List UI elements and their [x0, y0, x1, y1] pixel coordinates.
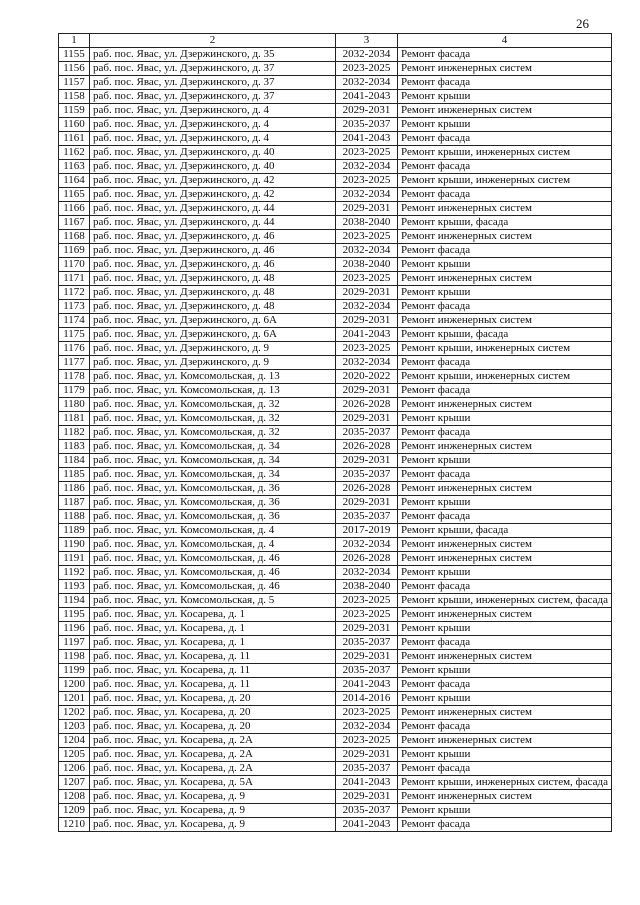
period-cell: 2014-2016 — [336, 692, 398, 706]
work-type-cell: Ремонт крыши — [398, 692, 612, 706]
address-cell: раб. пос. Явас, ул. Комсомольская, д. 36 — [90, 496, 336, 510]
table-row — [59, 608, 612, 622]
period-cell: 2023-2025 — [336, 230, 398, 244]
table-row — [59, 622, 612, 636]
table-row — [59, 342, 612, 356]
table-row — [59, 328, 612, 342]
table-row — [59, 426, 612, 440]
table-row — [59, 300, 612, 314]
work-type-cell: Ремонт крыши, фасада — [398, 328, 612, 342]
address-cell: раб. пос. Явас, ул. Косарева, д. 1 — [90, 622, 336, 636]
row-number-cell: 1181 — [59, 412, 90, 426]
table-row — [59, 272, 612, 286]
table-row — [59, 370, 612, 384]
table-row — [59, 286, 612, 300]
address-cell: раб. пос. Явас, ул. Дзержинского, д. 37 — [90, 62, 336, 76]
address-cell: раб. пос. Явас, ул. Дзержинского, д. 40 — [90, 146, 336, 160]
period-cell: 2029-2031 — [336, 384, 398, 398]
period-cell: 2029-2031 — [336, 412, 398, 426]
table-row — [59, 580, 612, 594]
period-cell: 2029-2031 — [336, 286, 398, 300]
period-cell: 2032-2034 — [336, 188, 398, 202]
period-cell: 2020-2022 — [336, 370, 398, 384]
address-cell: раб. пос. Явас, ул. Комсомольская, д. 4 — [90, 524, 336, 538]
address-cell: раб. пос. Явас, ул. Комсомольская, д. 13 — [90, 370, 336, 384]
work-type-cell: Ремонт фасада — [398, 76, 612, 90]
table-row — [59, 412, 612, 426]
table-row — [59, 664, 612, 678]
row-number-cell: 1170 — [59, 258, 90, 272]
period-cell: 2029-2031 — [336, 454, 398, 468]
period-cell: 2023-2025 — [336, 706, 398, 720]
address-cell: раб. пос. Явас, ул. Дзержинского, д. 46 — [90, 230, 336, 244]
address-cell: раб. пос. Явас, ул. Комсомольская, д. 13 — [90, 384, 336, 398]
work-type-cell: Ремонт инженерных систем — [398, 538, 612, 552]
row-number-cell: 1202 — [59, 706, 90, 720]
work-type-cell: Ремонт фасада — [398, 244, 612, 258]
work-type-cell: Ремонт фасада — [398, 160, 612, 174]
header-col-2: 2 — [90, 34, 336, 48]
row-number-cell: 1187 — [59, 496, 90, 510]
address-cell: раб. пос. Явас, ул. Комсомольская, д. 46 — [90, 552, 336, 566]
period-cell: 2023-2025 — [336, 594, 398, 608]
row-number-cell: 1161 — [59, 132, 90, 146]
table-row — [59, 118, 612, 132]
work-type-cell: Ремонт инженерных систем — [398, 202, 612, 216]
address-cell: раб. пос. Явас, ул. Дзержинского, д. 9 — [90, 342, 336, 356]
work-type-cell: Ремонт крыши — [398, 664, 612, 678]
table-row — [59, 104, 612, 118]
period-cell: 2029-2031 — [336, 790, 398, 804]
period-cell: 2023-2025 — [336, 342, 398, 356]
row-number-cell: 1158 — [59, 90, 90, 104]
work-type-cell: Ремонт инженерных систем — [398, 104, 612, 118]
work-type-cell: Ремонт крыши, фасада — [398, 216, 612, 230]
row-number-cell: 1178 — [59, 370, 90, 384]
table-row — [59, 720, 612, 734]
work-type-cell: Ремонт инженерных систем — [398, 734, 612, 748]
header-col-1: 1 — [59, 34, 90, 48]
period-cell: 2038-2040 — [336, 580, 398, 594]
table-row — [59, 650, 612, 664]
address-cell: раб. пос. Явас, ул. Дзержинского, д. 6А — [90, 328, 336, 342]
work-type-cell: Ремонт инженерных систем — [398, 482, 612, 496]
period-cell: 2026-2028 — [336, 440, 398, 454]
work-type-cell: Ремонт крыши, фасада — [398, 524, 612, 538]
address-cell: раб. пос. Явас, ул. Косарева, д. 9 — [90, 804, 336, 818]
address-cell: раб. пос. Явас, ул. Дзержинского, д. 48 — [90, 272, 336, 286]
address-cell: раб. пос. Явас, ул. Комсомольская, д. 32 — [90, 412, 336, 426]
address-cell: раб. пос. Явас, ул. Дзержинского, д. 40 — [90, 160, 336, 174]
row-number-cell: 1192 — [59, 566, 90, 580]
table-row — [59, 818, 612, 832]
row-number-cell: 1195 — [59, 608, 90, 622]
work-type-cell: Ремонт фасада — [398, 580, 612, 594]
address-cell: раб. пос. Явас, ул. Комсомольская, д. 34 — [90, 468, 336, 482]
address-cell: раб. пос. Явас, ул. Дзержинского, д. 46 — [90, 258, 336, 272]
period-cell: 2029-2031 — [336, 622, 398, 636]
row-number-cell: 1205 — [59, 748, 90, 762]
work-type-cell: Ремонт инженерных систем — [398, 790, 612, 804]
work-type-cell: Ремонт крыши — [398, 90, 612, 104]
table-row — [59, 258, 612, 272]
row-number-cell: 1186 — [59, 482, 90, 496]
row-number-cell: 1169 — [59, 244, 90, 258]
period-cell: 2035-2037 — [336, 762, 398, 776]
row-number-cell: 1163 — [59, 160, 90, 174]
period-cell: 2038-2040 — [336, 258, 398, 272]
table-row — [59, 146, 612, 160]
work-type-cell: Ремонт крыши — [398, 566, 612, 580]
period-cell: 2041-2043 — [336, 776, 398, 790]
work-type-cell: Ремонт фасада — [398, 468, 612, 482]
row-number-cell: 1185 — [59, 468, 90, 482]
work-type-cell: Ремонт крыши — [398, 496, 612, 510]
row-number-cell: 1166 — [59, 202, 90, 216]
table-row — [59, 790, 612, 804]
work-type-cell: Ремонт крыши — [398, 454, 612, 468]
table-row — [59, 244, 612, 258]
address-cell: раб. пос. Явас, ул. Дзержинского, д. 46 — [90, 244, 336, 258]
row-number-cell: 1157 — [59, 76, 90, 90]
table-row — [59, 748, 612, 762]
address-cell: раб. пос. Явас, ул. Комсомольская, д. 5 — [90, 594, 336, 608]
work-type-cell: Ремонт крыши — [398, 258, 612, 272]
row-number-cell: 1198 — [59, 650, 90, 664]
work-type-cell: Ремонт инженерных систем — [398, 272, 612, 286]
work-type-cell: Ремонт крыши — [398, 118, 612, 132]
address-cell: раб. пос. Явас, ул. Дзержинского, д. 42 — [90, 188, 336, 202]
table-row — [59, 468, 612, 482]
period-cell: 2032-2034 — [336, 720, 398, 734]
row-number-cell: 1168 — [59, 230, 90, 244]
row-number-cell: 1203 — [59, 720, 90, 734]
period-cell: 2029-2031 — [336, 650, 398, 664]
table-row — [59, 566, 612, 580]
table-row — [59, 314, 612, 328]
row-number-cell: 1167 — [59, 216, 90, 230]
address-cell: раб. пос. Явас, ул. Косарева, д. 2А — [90, 748, 336, 762]
table-row — [59, 160, 612, 174]
work-type-cell: Ремонт фасада — [398, 762, 612, 776]
row-number-cell: 1180 — [59, 398, 90, 412]
table-row — [59, 188, 612, 202]
row-number-cell: 1204 — [59, 734, 90, 748]
work-type-cell: Ремонт инженерных систем — [398, 552, 612, 566]
row-number-cell: 1179 — [59, 384, 90, 398]
row-number-cell: 1165 — [59, 188, 90, 202]
table-row — [59, 538, 612, 552]
period-cell: 2032-2034 — [336, 48, 398, 62]
row-number-cell: 1184 — [59, 454, 90, 468]
address-cell: раб. пос. Явас, ул. Комсомольская, д. 46 — [90, 580, 336, 594]
period-cell: 2032-2034 — [336, 538, 398, 552]
row-number-cell: 1200 — [59, 678, 90, 692]
table-row — [59, 706, 612, 720]
table-row — [59, 678, 612, 692]
address-cell: раб. пос. Явас, ул. Косарева, д. 2А — [90, 762, 336, 776]
row-number-cell: 1162 — [59, 146, 90, 160]
row-number-cell: 1156 — [59, 62, 90, 76]
table-row — [59, 482, 612, 496]
period-cell: 2041-2043 — [336, 678, 398, 692]
address-cell: раб. пос. Явас, ул. Комсомольская, д. 32 — [90, 398, 336, 412]
work-type-cell: Ремонт крыши — [398, 622, 612, 636]
table-row — [59, 692, 612, 706]
table-row — [59, 398, 612, 412]
table-row — [59, 90, 612, 104]
address-cell: раб. пос. Явас, ул. Комсомольская, д. 4 — [90, 538, 336, 552]
period-cell: 2032-2034 — [336, 356, 398, 370]
address-cell: раб. пос. Явас, ул. Косарева, д. 20 — [90, 720, 336, 734]
address-cell: раб. пос. Явас, ул. Косарева, д. 20 — [90, 706, 336, 720]
work-type-cell: Ремонт инженерных систем — [398, 608, 612, 622]
period-cell: 2032-2034 — [336, 76, 398, 90]
address-cell: раб. пос. Явас, ул. Комсомольская, д. 36 — [90, 482, 336, 496]
work-type-cell: Ремонт крыши, инженерных систем — [398, 146, 612, 160]
row-number-cell: 1182 — [59, 426, 90, 440]
row-number-cell: 1188 — [59, 510, 90, 524]
row-number-cell: 1201 — [59, 692, 90, 706]
table-row — [59, 174, 612, 188]
period-cell: 2041-2043 — [336, 328, 398, 342]
row-number-cell: 1206 — [59, 762, 90, 776]
period-cell: 2029-2031 — [336, 748, 398, 762]
work-type-cell: Ремонт фасада — [398, 636, 612, 650]
period-cell: 2032-2034 — [336, 300, 398, 314]
row-number-cell: 1190 — [59, 538, 90, 552]
period-cell: 2035-2037 — [336, 118, 398, 132]
table-row — [59, 48, 612, 62]
table-row — [59, 132, 612, 146]
work-type-cell: Ремонт инженерных систем — [398, 650, 612, 664]
period-cell: 2023-2025 — [336, 174, 398, 188]
work-type-cell: Ремонт фасада — [398, 356, 612, 370]
period-cell: 2038-2040 — [336, 216, 398, 230]
work-type-cell: Ремонт крыши — [398, 804, 612, 818]
row-number-cell: 1175 — [59, 328, 90, 342]
row-number-cell: 1159 — [59, 104, 90, 118]
period-cell: 2041-2043 — [336, 132, 398, 146]
row-number-cell: 1171 — [59, 272, 90, 286]
work-type-cell: Ремонт фасада — [398, 720, 612, 734]
row-number-cell: 1173 — [59, 300, 90, 314]
period-cell: 2023-2025 — [336, 272, 398, 286]
work-type-cell: Ремонт фасада — [398, 132, 612, 146]
row-number-cell: 1196 — [59, 622, 90, 636]
table-row — [59, 804, 612, 818]
address-cell: раб. пос. Явас, ул. Дзержинского, д. 37 — [90, 90, 336, 104]
row-number-cell: 1210 — [59, 818, 90, 832]
period-cell: 2035-2037 — [336, 804, 398, 818]
work-type-cell: Ремонт фасада — [398, 188, 612, 202]
table-row — [59, 230, 612, 244]
table-row — [59, 76, 612, 90]
address-cell: раб. пос. Явас, ул. Косарева, д. 5А — [90, 776, 336, 790]
table-row — [59, 524, 612, 538]
row-number-cell: 1155 — [59, 48, 90, 62]
header-col-3: 3 — [336, 34, 398, 48]
period-cell: 2035-2037 — [336, 664, 398, 678]
address-cell: раб. пос. Явас, ул. Комсомольская, д. 34 — [90, 440, 336, 454]
address-cell: раб. пос. Явас, ул. Косарева, д. 11 — [90, 678, 336, 692]
address-cell: раб. пос. Явас, ул. Дзержинского, д. 6А — [90, 314, 336, 328]
address-cell: раб. пос. Явас, ул. Дзержинского, д. 44 — [90, 202, 336, 216]
header-col-4: 4 — [398, 34, 612, 48]
table-row — [59, 454, 612, 468]
repair-schedule-table — [58, 33, 612, 832]
address-cell: раб. пос. Явас, ул. Дзержинского, д. 4 — [90, 132, 336, 146]
work-type-cell: Ремонт инженерных систем — [398, 706, 612, 720]
period-cell: 2035-2037 — [336, 426, 398, 440]
work-type-cell: Ремонт крыши, инженерных систем — [398, 174, 612, 188]
period-cell: 2029-2031 — [336, 202, 398, 216]
period-cell: 2029-2031 — [336, 496, 398, 510]
table-row — [59, 776, 612, 790]
row-number-cell: 1197 — [59, 636, 90, 650]
period-cell: 2035-2037 — [336, 636, 398, 650]
address-cell: раб. пос. Явас, ул. Косарева, д. 9 — [90, 790, 336, 804]
address-cell: раб. пос. Явас, ул. Дзержинского, д. 35 — [90, 48, 336, 62]
address-cell: раб. пос. Явас, ул. Дзержинского, д. 37 — [90, 76, 336, 90]
address-cell: раб. пос. Явас, ул. Комсомольская, д. 34 — [90, 454, 336, 468]
table-row — [59, 356, 612, 370]
row-number-cell: 1189 — [59, 524, 90, 538]
address-cell: раб. пос. Явас, ул. Косарева, д. 9 — [90, 818, 336, 832]
period-cell: 2029-2031 — [336, 104, 398, 118]
work-type-cell: Ремонт инженерных систем — [398, 398, 612, 412]
period-cell: 2032-2034 — [336, 160, 398, 174]
row-number-cell: 1207 — [59, 776, 90, 790]
address-cell: раб. пос. Явас, ул. Косарева, д. 11 — [90, 650, 336, 664]
table-row — [59, 510, 612, 524]
period-cell: 2017-2019 — [336, 524, 398, 538]
period-cell: 2023-2025 — [336, 62, 398, 76]
address-cell: раб. пос. Явас, ул. Косарева, д. 20 — [90, 692, 336, 706]
address-cell: раб. пос. Явас, ул. Дзержинского, д. 9 — [90, 356, 336, 370]
table-row — [59, 384, 612, 398]
row-number-cell: 1193 — [59, 580, 90, 594]
address-cell: раб. пос. Явас, ул. Дзержинского, д. 48 — [90, 286, 336, 300]
work-type-cell: Ремонт крыши, инженерных систем, фасада — [398, 594, 612, 608]
period-cell: 2029-2031 — [336, 314, 398, 328]
row-number-cell: 1177 — [59, 356, 90, 370]
work-type-cell: Ремонт фасада — [398, 678, 612, 692]
work-type-cell: Ремонт инженерных систем — [398, 314, 612, 328]
work-type-cell: Ремонт фасада — [398, 818, 612, 832]
address-cell: раб. пос. Явас, ул. Комсомольская, д. 46 — [90, 566, 336, 580]
period-cell: 2026-2028 — [336, 482, 398, 496]
work-type-cell: Ремонт инженерных систем — [398, 440, 612, 454]
table-body — [59, 48, 612, 832]
table-row — [59, 216, 612, 230]
work-type-cell: Ремонт крыши, инженерных систем — [398, 342, 612, 356]
row-number-cell: 1199 — [59, 664, 90, 678]
address-cell: раб. пос. Явас, ул. Дзержинского, д. 42 — [90, 174, 336, 188]
address-cell: раб. пос. Явас, ул. Косарева, д. 11 — [90, 664, 336, 678]
period-cell: 2032-2034 — [336, 244, 398, 258]
row-number-cell: 1209 — [59, 804, 90, 818]
address-cell: раб. пос. Явас, ул. Комсомольская, д. 32 — [90, 426, 336, 440]
work-type-cell: Ремонт фасада — [398, 300, 612, 314]
work-type-cell: Ремонт инженерных систем — [398, 62, 612, 76]
header-row — [59, 34, 612, 48]
period-cell: 2026-2028 — [336, 398, 398, 412]
row-number-cell: 1191 — [59, 552, 90, 566]
address-cell: раб. пос. Явас, ул. Косарева, д. 2А — [90, 734, 336, 748]
row-number-cell: 1160 — [59, 118, 90, 132]
work-type-cell: Ремонт фасада — [398, 510, 612, 524]
work-type-cell: Ремонт инженерных систем — [398, 230, 612, 244]
work-type-cell: Ремонт крыши — [398, 412, 612, 426]
row-number-cell: 1174 — [59, 314, 90, 328]
address-cell: раб. пос. Явас, ул. Косарева, д. 1 — [90, 636, 336, 650]
address-cell: раб. пос. Явас, ул. Дзержинского, д. 44 — [90, 216, 336, 230]
row-number-cell: 1208 — [59, 790, 90, 804]
period-cell: 2026-2028 — [336, 552, 398, 566]
table-row — [59, 496, 612, 510]
work-type-cell: Ремонт крыши, инженерных систем — [398, 370, 612, 384]
row-number-cell: 1176 — [59, 342, 90, 356]
table-row — [59, 440, 612, 454]
table-row — [59, 762, 612, 776]
row-number-cell: 1194 — [59, 594, 90, 608]
table-row — [59, 552, 612, 566]
period-cell: 2023-2025 — [336, 146, 398, 160]
work-type-cell: Ремонт фасада — [398, 384, 612, 398]
row-number-cell: 1183 — [59, 440, 90, 454]
row-number-cell: 1172 — [59, 286, 90, 300]
address-cell: раб. пос. Явас, ул. Комсомольская, д. 36 — [90, 510, 336, 524]
work-type-cell: Ремонт крыши — [398, 748, 612, 762]
work-type-cell: Ремонт фасада — [398, 426, 612, 440]
page-number: 26 — [576, 16, 589, 31]
row-number-cell: 1164 — [59, 174, 90, 188]
table-row — [59, 62, 612, 76]
address-cell: раб. пос. Явас, ул. Дзержинского, д. 4 — [90, 118, 336, 132]
period-cell: 2041-2043 — [336, 90, 398, 104]
period-cell: 2035-2037 — [336, 510, 398, 524]
table-row — [59, 202, 612, 216]
work-type-cell: Ремонт крыши, инженерных систем, фасада — [398, 776, 612, 790]
period-cell: 2023-2025 — [336, 608, 398, 622]
address-cell: раб. пос. Явас, ул. Косарева, д. 1 — [90, 608, 336, 622]
table-row — [59, 734, 612, 748]
period-cell: 2035-2037 — [336, 468, 398, 482]
work-type-cell: Ремонт фасада — [398, 48, 612, 62]
address-cell: раб. пос. Явас, ул. Дзержинского, д. 48 — [90, 300, 336, 314]
period-cell: 2023-2025 — [336, 734, 398, 748]
table-row — [59, 594, 612, 608]
address-cell: раб. пос. Явас, ул. Дзержинского, д. 4 — [90, 104, 336, 118]
work-type-cell: Ремонт крыши — [398, 286, 612, 300]
table-row — [59, 636, 612, 650]
period-cell: 2032-2034 — [336, 566, 398, 580]
period-cell: 2041-2043 — [336, 818, 398, 832]
